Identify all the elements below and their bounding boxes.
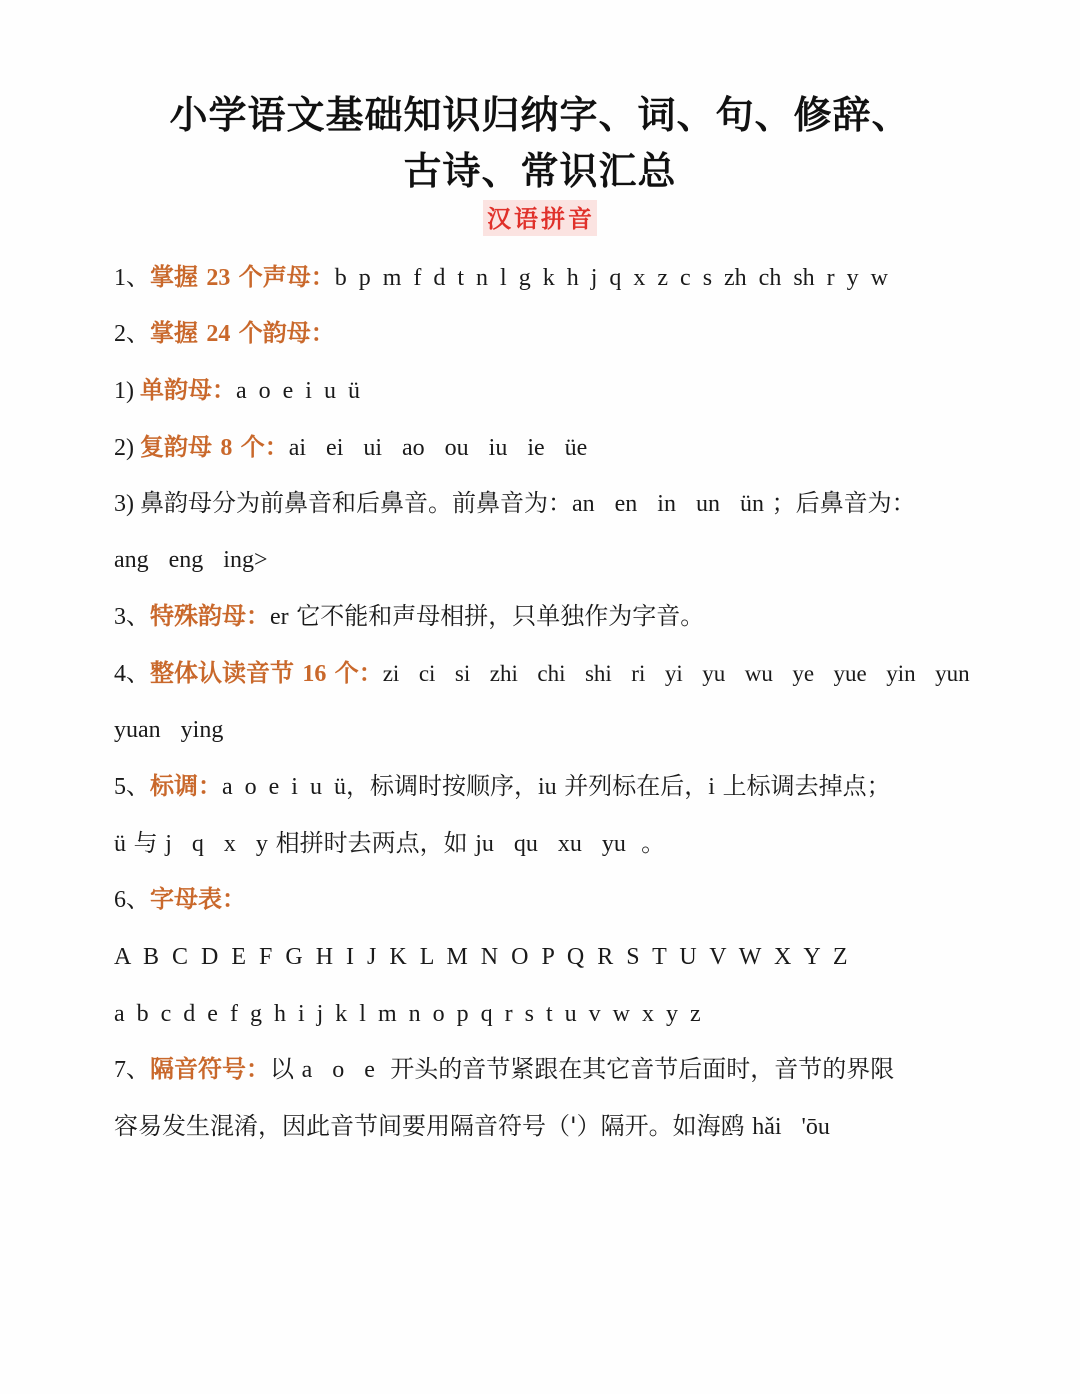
item-2-label-number: 24 [206,321,231,347]
item-1-label-a: 掌握 [150,263,198,291]
item-2-label-b: 个韵母： [238,319,335,347]
item-7-pinyin-aoe: a o e [301,1057,375,1083]
alphabet-lowercase: a b c d e f g h i j k l m n o p q r s t u v w x y z [114,1001,701,1027]
item-2-2-label-a: 复韵母 [140,433,212,461]
item-5-text-c: 上标调去掉点； [714,772,891,800]
item-7-number: 7、 [114,1057,150,1083]
item-5-label: 标调： [150,772,222,800]
item-5-pinyin-u-umlaut: ü [114,831,126,857]
item-1-initials: b p m f d t n l g k h j q x z c s zh ch sh r y w [334,265,888,291]
item-2-1 [114,373,974,408]
item-2-2 [114,430,974,465]
item-2-3-number: 3) [114,491,140,517]
item-5-pinyin-examples: ju qu xu yu [475,831,626,857]
item-2-3-text-b: ；后鼻音为： [763,489,916,517]
item-5-text-f: 。 [625,829,666,857]
item-4-label-b: 个： [334,659,383,687]
item-1-label [150,263,335,291]
item-2-3-front-nasals: an en in un ün [572,491,764,517]
item-2-2-label [140,433,289,461]
item-4-label-number: 16 [302,661,327,687]
item-2-number: 2、 [114,321,150,347]
item-5 [114,769,974,804]
document-title-line-2: 古诗、常识汇总 [403,149,677,193]
document-title-line-1: 小学语文基础知识归纳字、词、句、修辞、 [169,93,911,137]
item-5-text-b: 并列标在后， [556,772,709,800]
item-4-label-a: 整体认读音节 [150,659,294,687]
item-7-text-b: 开头的音节紧跟在其它音节后面时，音节的界限 [374,1055,895,1083]
item-5-pinyin-jqxy: j q x y [165,831,268,857]
item-6-number: 6、 [114,887,150,913]
item-3-text: 它不能和声母相拼，只单独作为字音。 [288,602,705,630]
item-2-2-number: 2) [114,435,140,461]
item-5-text-a: ，标调时按顺序， [345,772,538,800]
alphabet-uppercase: A B C D E F G H I J K L M N O P Q R S T U V W X Y Z [114,944,848,970]
item-2-label-a: 掌握 [150,319,198,347]
item-3 [114,599,974,634]
item-7-text-a: 以 [270,1055,302,1083]
item-7-pinyin-example: hǎi 'ōu [752,1114,830,1140]
item-2-3-line-2 [114,543,974,577]
item-2-3-back-nasals: ang eng ing> [114,547,268,573]
item-2-3 [114,486,974,521]
item-4-number: 4、 [114,661,150,687]
item-7-label: 隔音符号： [150,1055,270,1083]
item-2-2-label-number: 8 [220,435,233,461]
section-heading: 汉语拼音 [483,200,597,236]
item-5-text-d: 与 [126,829,166,857]
item-7-line-2 [114,1109,974,1144]
item-2-1-content: a o e i u ü [236,378,360,404]
item-7 [114,1052,974,1087]
item-4-label [150,659,383,687]
item-2 [114,316,974,351]
item-5-text-e: 相拼时去两点，如 [267,829,476,857]
item-7-text-c: 容易发生混淆，因此音节间要用隔音符号（'）隔开。如海鸥 [114,1112,753,1140]
item-2-label [150,319,335,347]
item-6 [114,882,974,917]
item-4 [114,656,974,691]
item-1-number: 1、 [114,265,150,291]
item-2-2-label-b: 个： [240,433,289,461]
item-1 [114,260,974,295]
item-5-number: 5、 [114,774,150,800]
item-4-syllables: zi ci si zhi chi shi ri yi yu wu ye yue yin yun [382,661,970,686]
item-3-label: 特殊韵母： [150,602,270,630]
item-5-line-2 [114,826,974,861]
item-2-1-number: 1) [114,378,140,404]
item-5-pinyin-iu: iu [537,774,557,800]
item-5-vowels: a o e i u ü [222,774,346,800]
item-6-label: 字母表： [150,885,246,913]
item-4-syllables-cont: yuan ying [114,717,224,743]
item-2-3-text-a: 鼻韵母分为前鼻音和后鼻音。前鼻音为： [140,489,572,517]
item-1-label-b: 个声母： [238,263,335,291]
item-4-line-2 [114,713,974,747]
item-2-1-label: 单韵母： [140,376,236,404]
section-heading-wrap [0,200,1080,236]
item-3-pinyin: er [270,604,289,630]
item-2-2-content: ai ei ui ao ou iu ie üe [288,435,588,461]
item-3-number: 3、 [114,604,150,630]
item-1-label-number: 23 [206,265,231,291]
item-5-pinyin-i: i [708,774,715,800]
